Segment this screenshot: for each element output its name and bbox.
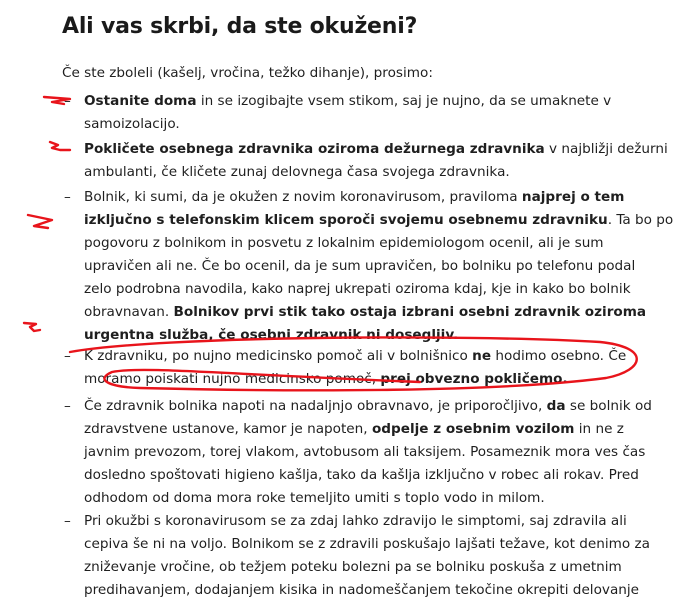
text-line <box>84 395 652 418</box>
text-run: obravnavan. <box>84 304 174 320</box>
text-line <box>84 510 650 533</box>
bold-text: Ostanite doma <box>84 93 197 109</box>
bold-text: ne <box>472 348 492 364</box>
text-line <box>84 209 673 232</box>
text-line <box>84 161 668 184</box>
text-line <box>84 255 673 278</box>
text-run: upravičen ali ne. Če bo ocenil, da je sum upravičen, bo bolniku po telefonu podal <box>84 258 636 274</box>
bullet-dash: – <box>64 513 71 529</box>
list-item-text <box>84 395 652 510</box>
text-run: pogovoru z bolnikom in posvetu z lokalnim epidemiologom ocenil, ali je sum <box>84 235 604 251</box>
text-run: Bolnik, ki sumi, da je okužen z novim koronavirusom, praviloma <box>84 189 522 205</box>
text-run: K zdravniku, po nujno medicinsko pomoč ali v bolnišnico <box>84 348 473 364</box>
text-run: se bolnik od <box>565 398 652 414</box>
text-run: javnim prevozom, torej vlakom, avtobusom ali taksijem. Posameznik mora ves čas <box>84 444 646 460</box>
bullet-dash: – <box>64 189 71 205</box>
text-line <box>84 138 668 161</box>
bold-text: izključno s telefonskim klicem sporoči svojemu osebnemu zdravniku <box>84 212 608 228</box>
text-run: moramo poiskati nujno medicinsko pomoč, <box>84 371 381 387</box>
text-run: in se izogibajte vsem stikom, saj je nujno, da se umaknete v <box>196 93 612 109</box>
bold-text: urgentna služba, če osebni zdravnik ni dosegljiv. <box>84 327 459 343</box>
list-item-text <box>84 510 650 602</box>
text-line <box>84 186 673 209</box>
text-line <box>84 533 650 556</box>
text-line <box>84 345 626 368</box>
text-line <box>84 232 673 255</box>
text-line <box>84 113 611 136</box>
text-line <box>84 579 650 602</box>
bullet-dash: – <box>64 398 71 414</box>
text-run: ambulanti, če kličete zunaj delovnega časa svojega zdravnika. <box>84 164 510 180</box>
text-run: hodimo osebno. Če <box>491 348 627 364</box>
text-run: samoizolacijo. <box>84 116 180 132</box>
list-item-text <box>84 345 626 391</box>
annotation-arrow-4 <box>24 323 40 331</box>
list-item-text <box>84 186 673 347</box>
text-line <box>84 324 673 347</box>
text-run: odhodom od doma mora roke temeljito umiti s toplo vodo in milom. <box>84 490 545 506</box>
text-run: Če zdravnik bolnika napoti na nadaljnjo obravnavo, je priporočljivo, <box>84 398 547 414</box>
text-run: zelo podrobna navodila, kako naprej ukrepati oziroma kdaj, kje in kako bo bolnik <box>84 281 631 297</box>
bold-text: najprej o tem <box>521 189 625 205</box>
bold-text: Bolnikov prvi stik tako ostaja izbrani osebni zdravnik oziroma <box>173 304 647 320</box>
text-run: in ne z <box>574 421 624 437</box>
text-line <box>84 464 652 487</box>
bullet-dash: – <box>64 93 71 109</box>
text-run: zniževanje vročine, ob težjem poteku bolezni pa se bolniku poskuša z umetnim <box>84 559 622 575</box>
text-run: dosledno spoštovati higieno kašlja, tako da kašlja izključno v robec ali rokav. Pred <box>84 467 639 483</box>
bold-text: da <box>546 398 566 414</box>
bold-text: Pokličete osebnega zdravnika oziroma dežurnega zdravnika <box>84 141 545 157</box>
text-run: Pri okužbi s koronavirusom se za zdaj lahko zdravijo le simptomi, saj zdravila ali <box>84 513 627 529</box>
bullet-dash: – <box>64 141 71 157</box>
list-item-text <box>84 90 611 136</box>
text-line <box>84 418 652 441</box>
text-line <box>84 556 650 579</box>
page-title: Ali vas skrbi, da ste okuženi? <box>62 14 418 39</box>
text-run: cepiva še ni na voljo. Bolnikom se z zdravili poskušajo lajšati težave, kot denimo za <box>84 536 650 552</box>
text-line <box>84 301 673 324</box>
text-run: predihavanjem, dodajanjem kisika in nadomeščanjem tekočine okrepiti delovanje <box>84 582 640 598</box>
bold-text: prej obvezno pokličemo. <box>380 371 568 387</box>
text-line <box>84 441 652 464</box>
bullet-dash: – <box>64 348 71 364</box>
text-line <box>84 368 626 391</box>
list-item-text <box>84 138 668 184</box>
annotation-arrow-3 <box>28 215 52 228</box>
text-line <box>84 487 652 510</box>
text-line <box>84 90 611 113</box>
intro-text: Če ste zboleli (kašelj, vročina, težko dihanje), prosimo: <box>62 65 433 81</box>
text-run: . Ta bo po <box>607 212 674 228</box>
text-run: v najbližji dežurni <box>544 141 668 157</box>
text-line <box>84 278 673 301</box>
text-run: zdravstvene ustanove, kamor je napoten, <box>84 421 372 437</box>
bold-text: odpelje z osebnim vozilom <box>371 421 575 437</box>
